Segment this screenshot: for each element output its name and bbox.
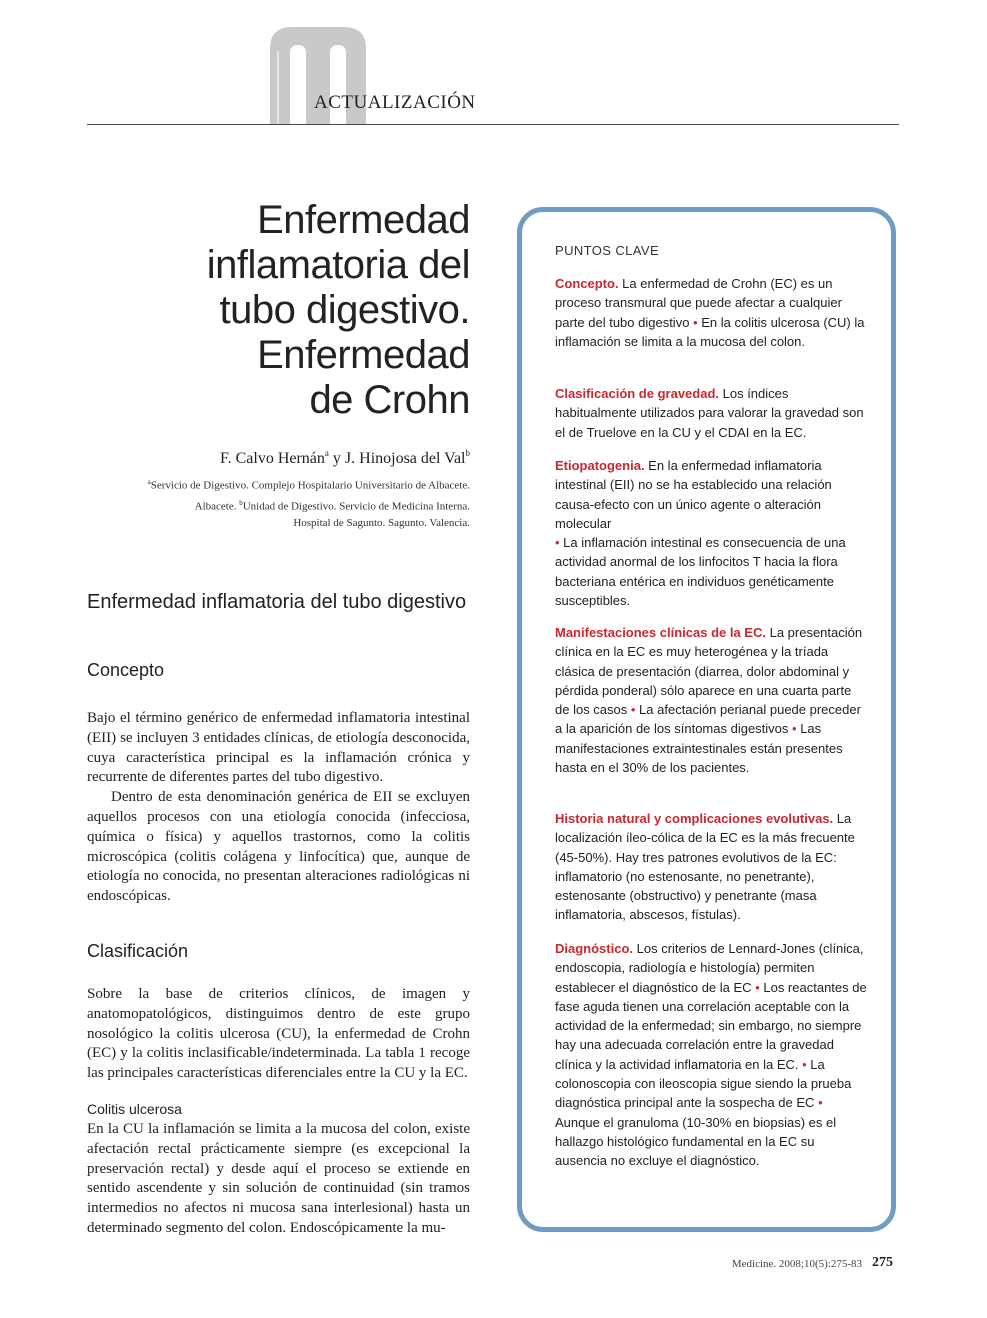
key-point-text: Los índices habitualmente utilizados para valorar la gravedad son el de Truelove en la CU y el CDAI en la EC. <box>555 386 864 440</box>
key-point-text: La enfermedad de Crohn (EC) es un proceso transmural que puede afectar a cualquier parte del tubo digestivo <box>555 276 842 330</box>
bullet-icon: • <box>630 702 636 718</box>
key-point-text: Aunque el granuloma (10-30% en biopsias) es el hallazgo histológico fundamental en la EC su ausencia no excluye el diagnóstico. <box>555 1114 837 1169</box>
key-point-concepto <box>555 274 867 351</box>
key-points-title: PUNTOS CLAVE <box>555 243 660 258</box>
affil-line: Albacete. <box>194 500 237 513</box>
paragraph: Sobre la base de criterios clínicos, de imagen y anatomopatológicos, distinguimos dentro de este grupo nosológico la colitis ulcerosa (CU), la enfermedad de Crohn (EC) y la colitis inclasificable/indeterminada. La tabla 1 recoge las principales características diferenciales entre la CU y la EC. <box>87 986 470 1082</box>
author-name: J. Hinojosa del Val <box>344 450 466 467</box>
key-point-heading: Concepto. <box>555 276 619 291</box>
key-point-heading: Clasificación de gravedad. <box>555 386 720 401</box>
affil-mark: b <box>239 498 243 507</box>
key-point-etiopatogenia <box>555 456 867 610</box>
key-point-diagnostico <box>555 939 867 1171</box>
key-point-clasificacion <box>555 384 867 442</box>
key-point-heading: Historia natural y complicaciones evolutivas. <box>555 811 834 826</box>
paragraph: Dentro de esta denominación genérica de EII se excluyen aquellos procesos con una etiología conocida (infecciosa, química o física) y aquellos trastornos, como la colitis microscópica (colitis colágena y linfocítica) que, aunque de etiología no conocida, no presentan alteraciones radiológicas ni endoscópicas. <box>87 789 470 905</box>
title-line: Enfermedad <box>257 198 470 242</box>
key-point-text: La localización íleo-cólica de la EC es la más frecuente (45-50%). Hay tres patrones evolutivos de la EC: inflamatorio (no estenosante, no penetrante), estenosante (obstructivo) y penetrante (masa inflamatoria, abscesos, fístulas). <box>555 811 855 923</box>
title-line: de Crohn <box>309 378 470 422</box>
title-line: tubo digestivo. <box>219 288 470 332</box>
key-point-text: La presentación clínica en la EC es muy heterogénea y la tríada clásica de presentación (diarrea, dolor abdominal y pérdida ponderal) sólo aparece en una cuarta parte de los casos <box>555 625 863 718</box>
article-title <box>100 198 470 423</box>
section-heading: Enfermedad inflamatoria del tubo digestivo <box>87 591 467 613</box>
key-point-text: La inflamación intestinal es consecuencia de una actividad anormal de los linfocitos T hacia la flora bacteriana entérica en individuos genéticamente susceptibles. <box>555 535 846 609</box>
bullet-icon: • <box>818 1095 823 1111</box>
key-point-text: Los criterios de Lennard-Jones (clínica, endoscopia, radiología e histología) permiten establecer el diagnóstico de la EC <box>555 941 864 995</box>
header-rule <box>87 124 899 125</box>
bullet-icon: • <box>693 314 698 330</box>
section-label: ACTUALIZACIÓN <box>314 92 476 113</box>
subsection-heading-concepto: Concepto <box>87 660 165 680</box>
bullet-icon: • <box>802 1056 807 1072</box>
clasificacion-text <box>87 985 470 1084</box>
author-separator: y <box>328 450 345 467</box>
affiliations <box>90 474 470 532</box>
key-point-heading: Manifestaciones clínicas de la EC. <box>555 625 766 640</box>
key-point-text: Las manifestaciones extraintestinales están presentes hasta en el 30% de los pacientes. <box>555 721 843 776</box>
title-line: inflamatoria del <box>206 243 470 287</box>
key-point-manifestaciones <box>555 623 867 777</box>
key-point-text: Los reactantes de fase aguda tienen una correlación aceptable con la actividad de la enfermedad; sin embargo, no siempre hay una adecuada correlación entre la gravedad clínica y la actividad inflamatoria en la EC. <box>555 979 867 1072</box>
key-point-text: En la colitis ulcerosa (CU) la inflamación se limita a la mucosa del colon. <box>555 314 865 349</box>
affil-line: Unidad de Digestivo. Servicio de Medicina Interna. <box>242 500 470 513</box>
author-affil-mark: b <box>465 448 470 458</box>
key-point-text: En la enfermedad inflamatoria intestinal (EII) no se ha establecido una relación causa-efecto con un único agente o alteración molecular <box>555 458 832 531</box>
key-point-historia-natural <box>555 809 867 925</box>
sub-subsection-heading-cu: Colitis ulcerosa <box>87 1101 182 1117</box>
author-name: F. Calvo Hernán <box>219 450 325 467</box>
author-affil-mark: a <box>324 448 329 458</box>
key-point-text: La afectación perianal puede preceder a la aparición de los síntomas digestivos <box>555 702 861 737</box>
affil-line: Hospital de Sagunto. Sagunto. Valencia. <box>293 517 470 530</box>
affil-line: Servicio de Digestivo. Complejo Hospitalario Universitario de Albacete. <box>150 479 470 492</box>
authors <box>100 450 470 468</box>
bullet-icon: • <box>792 721 797 737</box>
key-point-text: La colonoscopia con ileoscopia sigue siendo la prueba diagnóstica principal ante la sospecha de EC <box>555 1056 852 1111</box>
affil-mark: a <box>147 478 151 486</box>
bullet-icon: • <box>555 535 560 551</box>
bullet-icon: • <box>755 979 760 995</box>
subsection-heading-clasificacion: Clasificación <box>87 941 189 961</box>
key-point-heading: Diagnóstico. <box>555 941 634 956</box>
concepto-text <box>87 709 470 907</box>
key-point-heading: Etiopatogenia. <box>555 458 645 473</box>
journal-reference: Medicine. 2008;10(5):275-83 <box>731 1258 862 1270</box>
paragraph: Bajo el término genérico de enfermedad inflamatoria intestinal (EII) se incluyen 3 entidades clínicas, de etiología desconocida, cuya característica principal es la inflamación crónica y recurrente de diferentes partes del tubo digestivo. <box>87 710 470 786</box>
page-number: 275 <box>872 1255 893 1270</box>
cu-text <box>87 1120 470 1239</box>
paragraph: En la CU la inflamación se limita a la mucosa del colon, existe afectación rectal prácticamente siempre (es excepcional la preservación rectal) y desde aquí el proceso se extiende en sentido ascendente y sin solución de continuidad (sin tramos intermedios no afectos ni mucosa sana interlesional) hasta un determinado segmento del colon. Endoscópicamente la mu- <box>87 1121 470 1236</box>
title-line: Enfermedad <box>257 333 470 377</box>
